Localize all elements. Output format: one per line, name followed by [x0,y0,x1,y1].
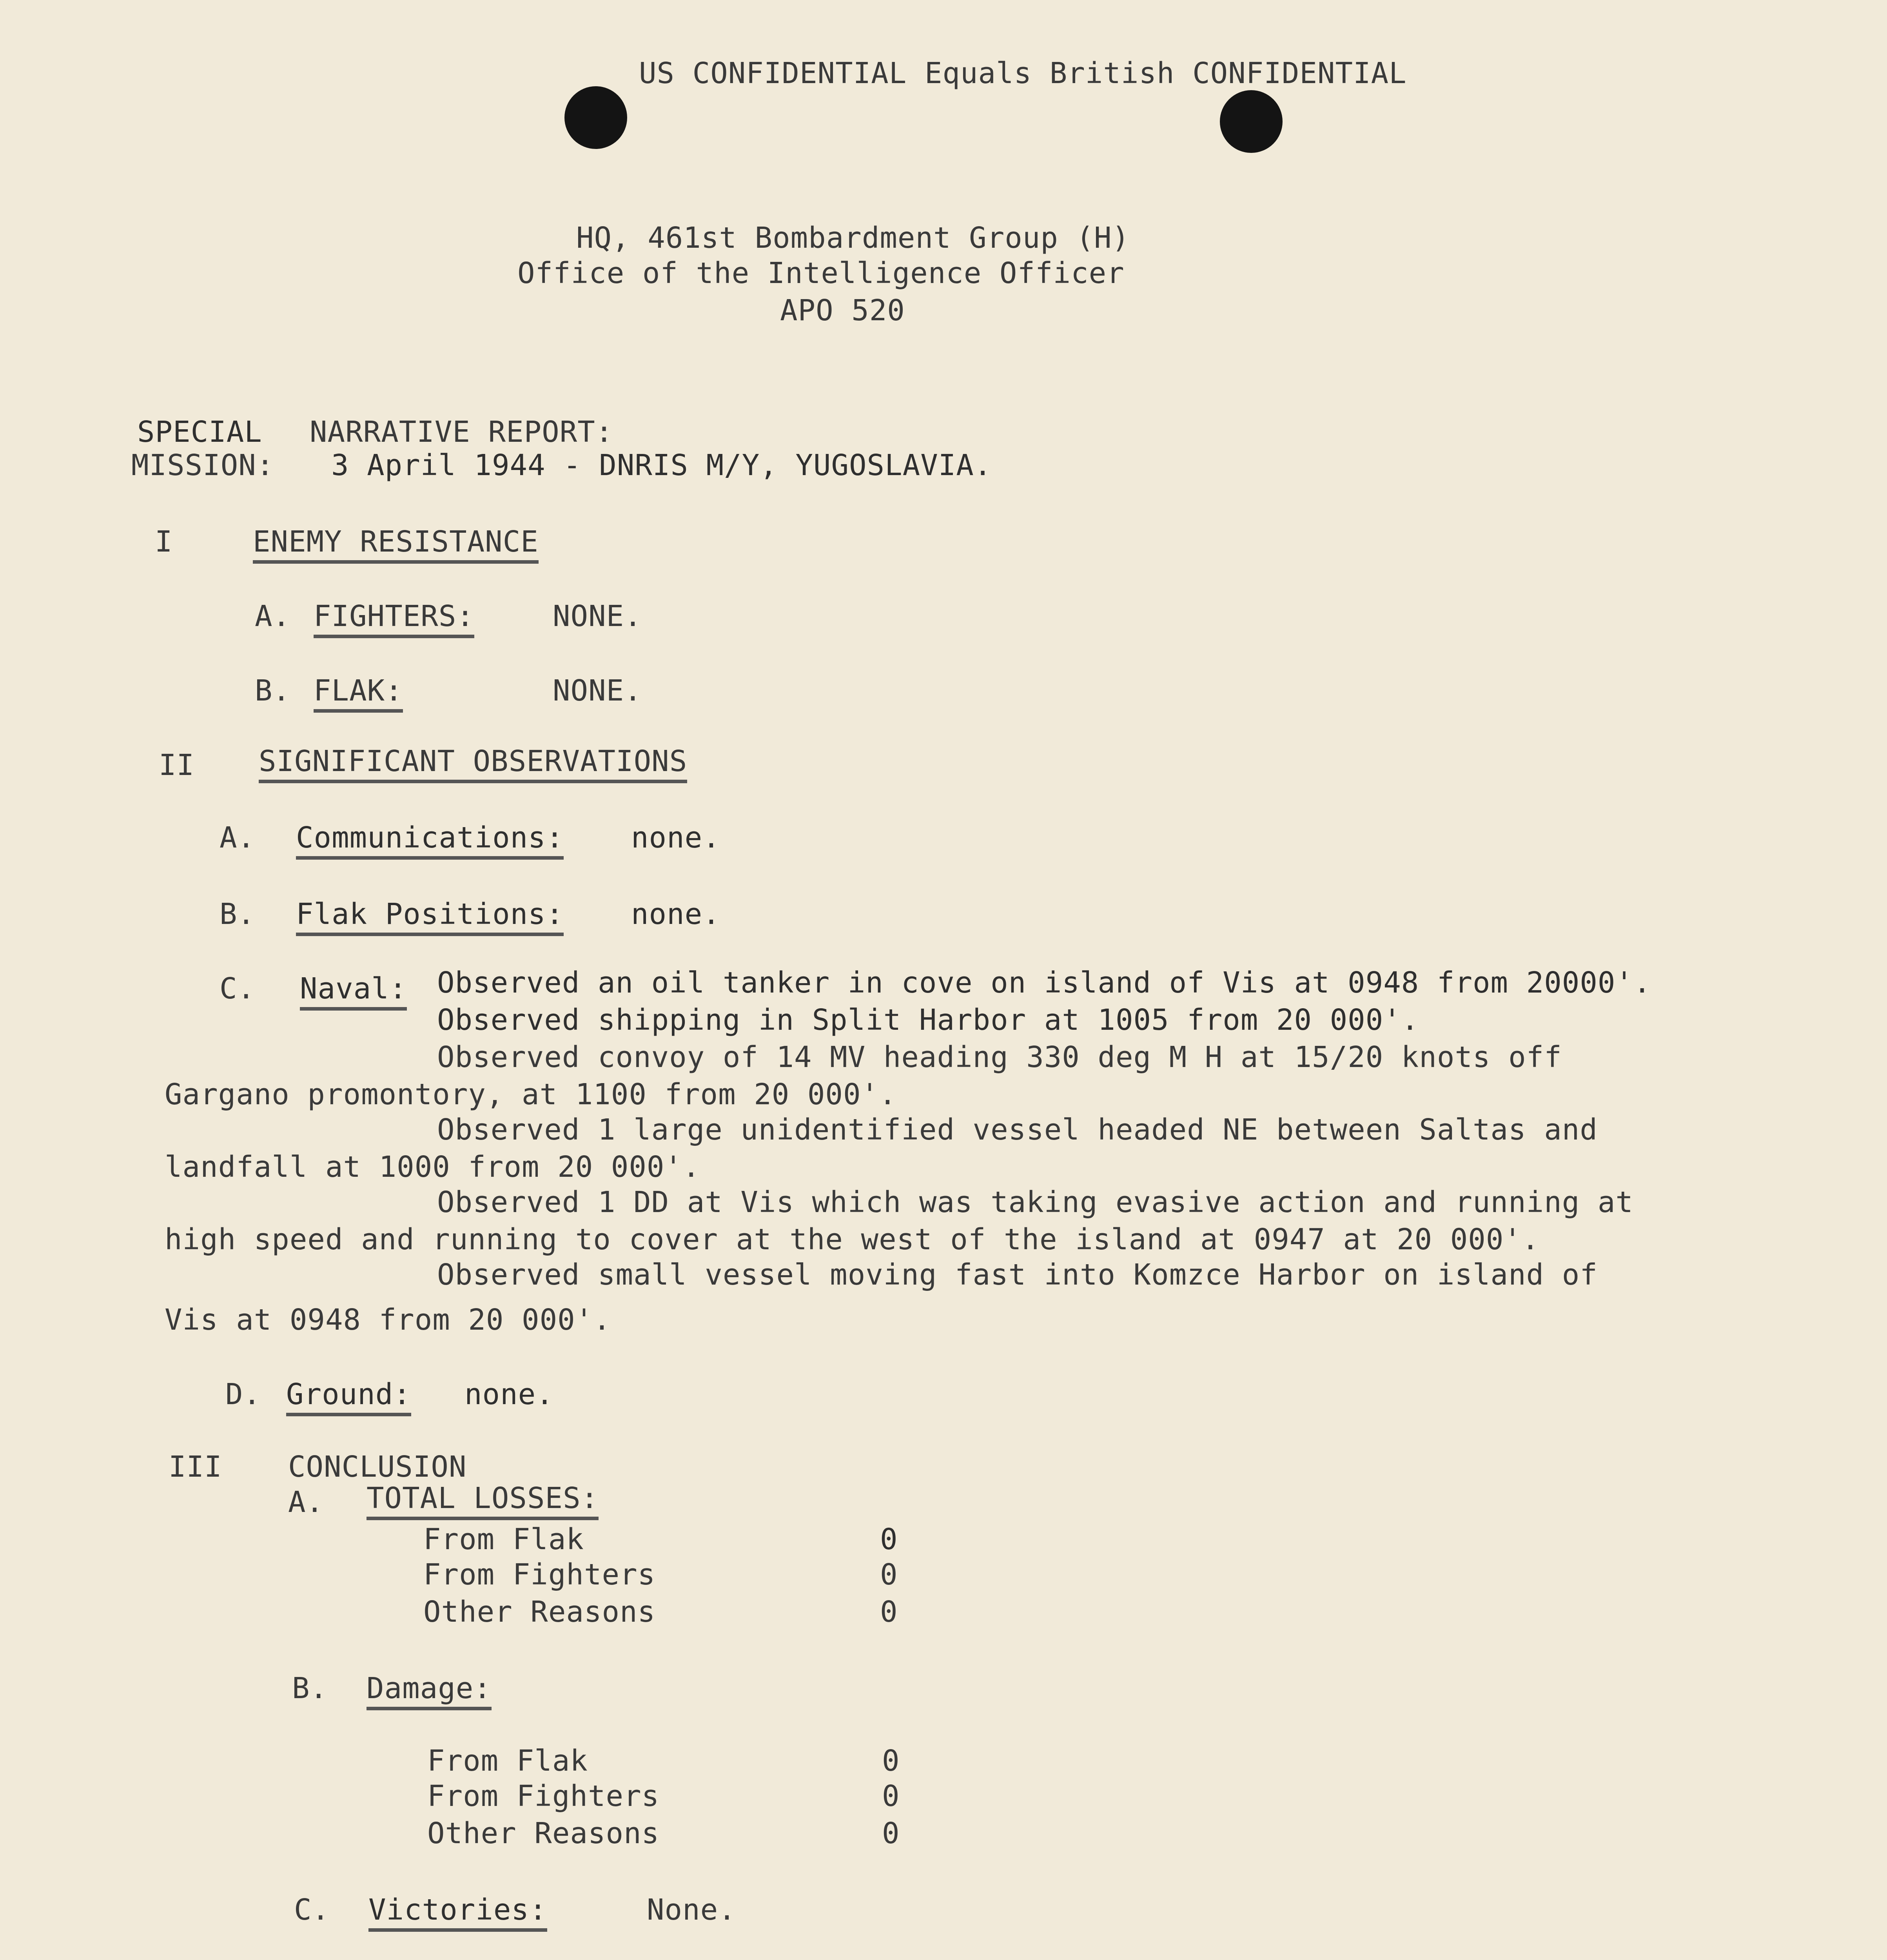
damage-label: Other Reasons [427,1817,660,1850]
section-3c-letter: C. [294,1893,330,1927]
naval-observation-line: Observed an oil tanker in cove on island of Vis at 0948 from 20000'. [437,966,1651,1000]
section-2a-letter: A. [220,821,256,855]
loss-value: 0 [880,1595,898,1629]
naval-observation-line: landfall at 1000 from 20 000'. [165,1150,700,1184]
damage-value: 0 [882,1744,900,1778]
section-2b-letter: B. [220,897,256,931]
punch-hole-left [564,86,627,149]
section-1b-label: FLAK: [314,676,403,713]
header-confidential: US CONFIDENTIAL Equals British CONFIDENTIAL [639,56,1407,90]
naval-observation-line: Observed 1 DD at Vis which was taking evasive action and running at [437,1185,1633,1219]
letterhead-apo: APO 520 [780,294,905,327]
report-type-title: NARRATIVE REPORT: [310,415,613,449]
section-3b-label: Damage: [367,1674,492,1710]
section-2-title: SIGNIFICANT OBSERVATIONS [259,747,687,783]
loss-value: 0 [880,1558,898,1592]
section-2-number: II [159,748,195,782]
naval-observation-line: Vis at 0948 from 20 000'. [165,1303,611,1337]
damage-label: From Fighters [427,1779,660,1813]
section-1a-letter: A. [255,599,291,633]
section-2d-letter: D. [225,1377,261,1411]
damage-value: 0 [882,1779,900,1813]
section-2c-label: Naval: [300,974,407,1011]
mission-value: 3 April 1944 - DNRIS M/Y, YUGOSLAVIA. [331,448,992,482]
loss-label: Other Reasons [423,1595,656,1629]
section-3c-value: None. [647,1893,736,1927]
naval-observation-line: high speed and running to cover at the west of the island at 0947 at 20 000'. [165,1223,1540,1256]
letterhead-office: Office of the Intelligence Officer [517,256,1125,290]
section-1b-letter: B. [255,674,291,708]
section-3a-label: TOTAL LOSSES: [367,1484,599,1520]
section-1a-value: NONE. [553,599,642,633]
section-2b-value: none. [631,897,720,931]
section-2d-value: none. [464,1377,554,1411]
loss-value: 0 [880,1523,898,1556]
naval-observation-line: Gargano promontory, at 1100 from 20 000'. [165,1078,897,1111]
section-1a-label: FIGHTERS: [314,602,474,638]
section-1-title: ENEMY RESISTANCE [253,527,539,564]
section-3-number: III [169,1450,222,1484]
naval-observation-line: Observed shipping in Split Harbor at 1005 from 20 000'. [437,1003,1419,1037]
section-3a-letter: A. [288,1485,324,1519]
section-2d-label: Ground: [286,1380,411,1416]
naval-observation-line: Observed 1 large unidentified vessel headed NE between Saltas and [437,1113,1598,1147]
damage-value: 0 [882,1817,900,1850]
section-3c-label: Victories: [368,1895,547,1932]
loss-label: From Fighters [423,1558,656,1592]
section-1-number: I [155,525,173,559]
section-2a-label: Communications: [296,823,564,860]
section-2a-value: none. [631,821,720,855]
report-type-label: SPECIAL [137,415,262,449]
section-2b-label: Flak Positions: [296,900,564,936]
punch-hole-right [1220,90,1283,153]
damage-label: From Flak [427,1744,588,1778]
mission-label: MISSION: [131,448,274,482]
loss-label: From Flak [423,1523,584,1556]
section-2c-letter: C. [220,972,256,1005]
naval-observation-line: Observed convoy of 14 MV heading 330 deg M H at 15/20 knots off [437,1040,1562,1074]
naval-observation-line: Observed small vessel moving fast into Komzce Harbor on island of [437,1258,1598,1292]
section-3-title: CONCLUSION [288,1450,467,1484]
letterhead-unit: HQ, 461st Bombardment Group (H) [576,221,1130,255]
section-1b-value: NONE. [553,674,642,708]
section-3b-letter: B. [292,1671,328,1705]
